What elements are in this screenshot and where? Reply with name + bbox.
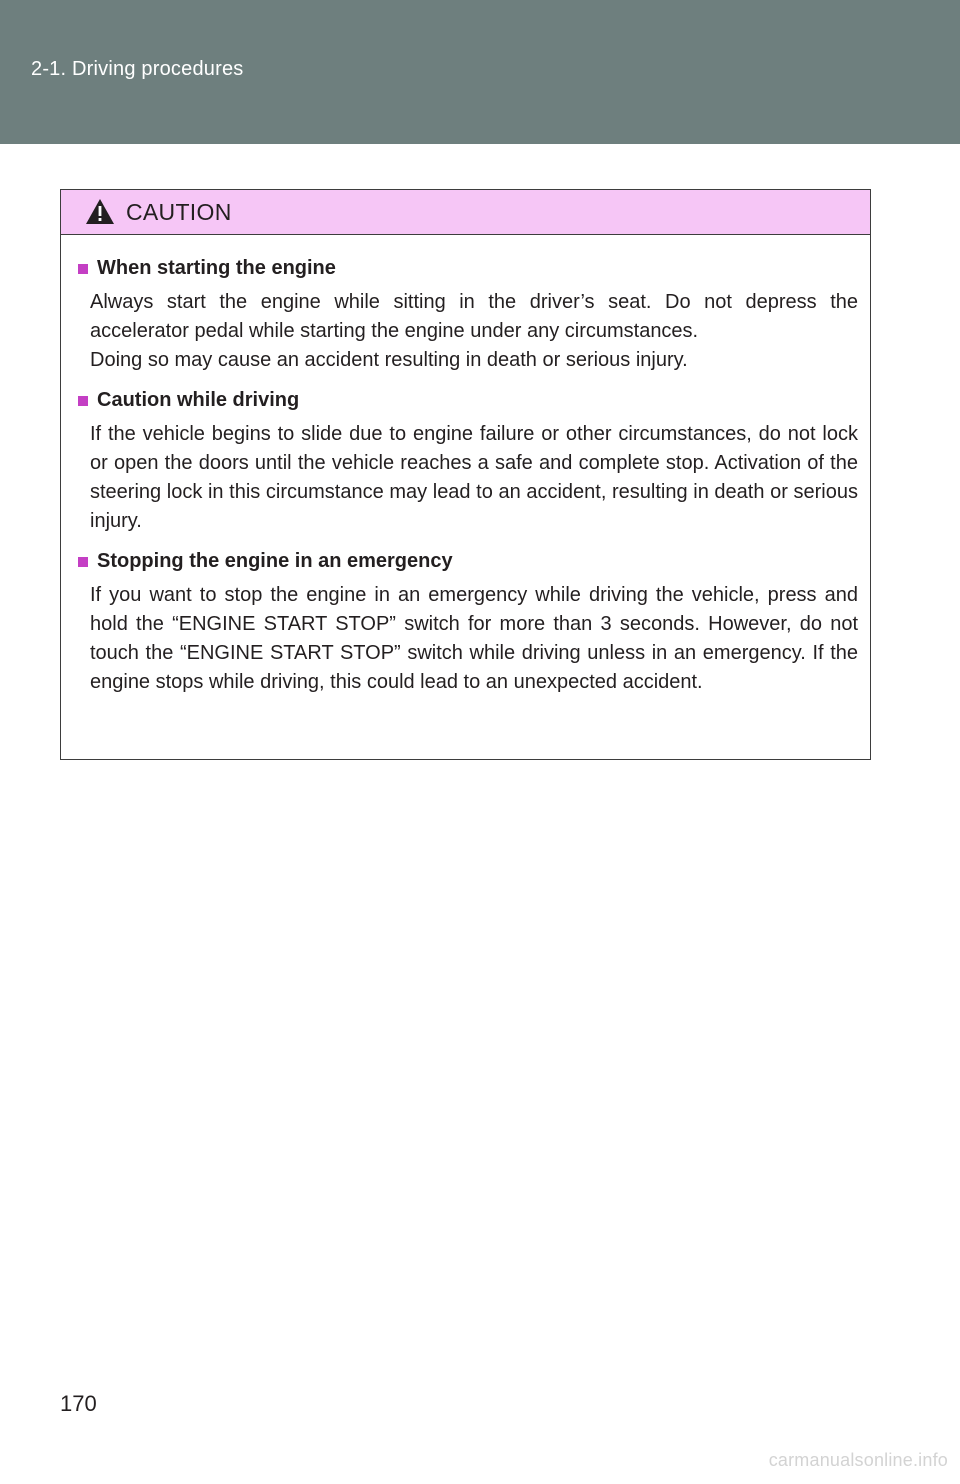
item-heading: Stopping the engine in an emergency <box>97 550 453 572</box>
caution-body <box>61 235 870 697</box>
item-paragraph: Doing so may cause an accident resulting in death or serious injury. <box>90 349 688 371</box>
caution-box <box>60 189 871 760</box>
item-heading: When starting the engine <box>97 257 336 279</box>
caution-title: CAUTION <box>126 199 232 225</box>
caution-header <box>61 190 870 235</box>
bullet-square-icon <box>78 396 88 406</box>
item-paragraph: If the vehicle begins to slide due to engine failure or other circumstances, do not lock or open the doors until the vehicle reaches a safe and complete stop. Activation of the steering lock in this circumstance may lead to an accident, resulting in death or serious injury. <box>90 423 858 532</box>
header-band <box>0 0 960 144</box>
item-heading: Caution while driving <box>97 389 300 411</box>
page-number: 170 <box>60 1391 97 1416</box>
watermark: carmanualsonline.info <box>768 1450 948 1470</box>
item-paragraph: If you want to stop the engine in an emergency while driving the vehicle, press and hold the “ENGINE START STOP” switch for more than 3 seconds. However, do not touch the “ENGINE START STOP” switch while driving unless in an emergency. If the engine stops while driving, this could lead to an unexpected accident. <box>90 584 858 693</box>
warning-icon <box>85 198 115 225</box>
section-title: 2-1. Driving procedures <box>31 58 244 80</box>
item-paragraph: Always start the engine while sitting in the driver’s seat. Do not depress the accelerator pedal while starting the engine under any circumstances. <box>90 291 858 342</box>
bullet-square-icon <box>78 557 88 567</box>
caution-item-emergency <box>78 547 858 697</box>
bullet-square-icon <box>78 264 88 274</box>
caution-item-driving <box>78 386 858 536</box>
caution-item-starting <box>78 254 858 375</box>
